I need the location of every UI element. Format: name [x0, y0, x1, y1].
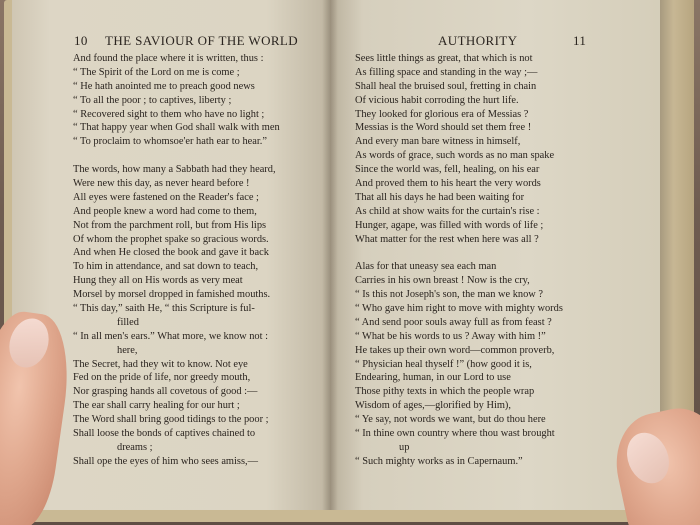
text-line: Morsel by morsel dropped in famished mouths. [73, 289, 271, 301]
text-line: And people knew a word had come to them, [73, 205, 257, 217]
text-line: And proved them to his heart the very words [355, 178, 541, 190]
text-line: Shall loose the bonds of captives chained to [73, 428, 256, 440]
text-line: up [399, 441, 410, 453]
text-line: As child at show waits for the curtain's rise : [355, 205, 540, 217]
text-line: Shall ope the eyes of him who sees amiss,— [73, 455, 258, 467]
book-gutter [322, 0, 338, 510]
text-line: filled [117, 316, 139, 328]
text-line: All eyes were fastened on the Reader's face ; [73, 191, 259, 203]
text-line: Alas for that uneasy sea each man [355, 261, 497, 273]
right-page [330, 0, 660, 510]
right-page-text [355, 52, 655, 469]
text-line: “ What be his words to us ? Away with him !” [355, 330, 546, 342]
text-line: “ Is this not Joseph's son, the man we know ? [355, 289, 544, 301]
text-line: Of vicious habit corroding the hurt life. [355, 94, 519, 106]
text-line: Hung they all on His words as very meat [73, 275, 243, 287]
text-line: Shall heal the bruised soul, fretting in chain [355, 80, 537, 92]
running-title: AUTHORITY [438, 33, 518, 48]
text-line: Of whom the prophet spake so gracious words. [73, 233, 269, 245]
text-line: “ Physician heal thyself !” (how good it is, [355, 358, 532, 370]
text-line: As words of grace, such words as no man spake [355, 150, 555, 162]
text-line: “ Ye say, not words we want, but do thou here [355, 414, 546, 426]
stanza-break [355, 246, 655, 260]
text-line: Endearing, human, in our Lord to use [355, 372, 511, 384]
running-title: THE SAVIOUR OF THE WORLD [105, 33, 299, 48]
stanza-break [73, 149, 328, 163]
text-line: Were new this day, as never heard before ! [73, 178, 250, 190]
text-line: Wisdom of ages,—glorified by Him), [355, 400, 511, 412]
text-line: Sees little things as great, that which is not [355, 53, 533, 64]
text-line: That all his days he had been waiting for [355, 191, 525, 203]
text-line: Carries in his own breast ! Now is the cry, [355, 275, 530, 287]
text-line: “ Who gave him right to move with mighty words [355, 303, 563, 315]
text-line: “ In thine own country where thou wast brought [355, 428, 555, 440]
text-line: “ Such mighty works as in Capernaum.” [355, 455, 523, 467]
text-line: Nor grasping hands all covetous of good :— [73, 386, 258, 398]
page-number: 11 [573, 33, 587, 48]
text-line: here, [117, 344, 138, 356]
text-line: “ Recovered sight to them who have no light ; [73, 108, 265, 120]
text-line: “ He hath anointed me to preach good news [73, 80, 255, 92]
left-page-text [73, 52, 328, 469]
text-line: “ In all men's ears.” What more, we know not : [73, 330, 269, 342]
text-line: And every man bare witness in himself, [355, 136, 521, 148]
text-line: And when He closed the book and gave it back [73, 247, 269, 259]
text-line: Hunger, agape, was filled with words of life ; [355, 219, 544, 231]
text-line: The words, how many a Sabbath had they heard, [73, 164, 276, 176]
text-line: As filling space and standing in the way ;— [355, 66, 538, 78]
text-line: “ That happy year when God shall walk with men [73, 122, 280, 134]
text-line: Messias is the Word should set them free ! [355, 122, 532, 134]
text-line: What matter for the rest when here was all ? [355, 233, 539, 245]
text-line: “ To proclaim to whomsoe'er hath ear to hear.” [73, 136, 267, 148]
text-line: “ The Spirit of the Lord on me is come ; [73, 66, 240, 78]
text-line: And found the place where it is written, thus : [73, 53, 264, 64]
page-number: 10 [74, 33, 88, 48]
text-line: Since the world was, fell, healing, on his ear [355, 164, 540, 176]
text-line: “ To all the poor ; to captives, liberty ; [73, 94, 232, 106]
text-line: dreams ; [117, 441, 153, 453]
text-line: Fed on the pride of life, nor greedy mouth, [73, 372, 251, 384]
text-line: To him in attendance, and sat down to teach, [73, 261, 259, 273]
text-line: “ This day,” saith He, “ this Scripture is ful- [73, 303, 255, 315]
text-line: The Word shall bring good tidings to the poor ; [73, 414, 269, 426]
text-line: “ And send poor souls away full as from feast ? [355, 316, 552, 328]
text-line: They looked for glorious era of Messias ? [355, 108, 529, 120]
text-line: The ear shall carry healing for our hurt ; [73, 400, 240, 412]
text-line: He takes up their own word—common proverb, [355, 344, 555, 356]
text-line: The Secret, had they wit to know. Not eye [73, 358, 248, 370]
text-line: Not from the parchment roll, but from His lips [73, 219, 267, 231]
text-line: Those pithy texts in which the people wrap [355, 386, 535, 398]
